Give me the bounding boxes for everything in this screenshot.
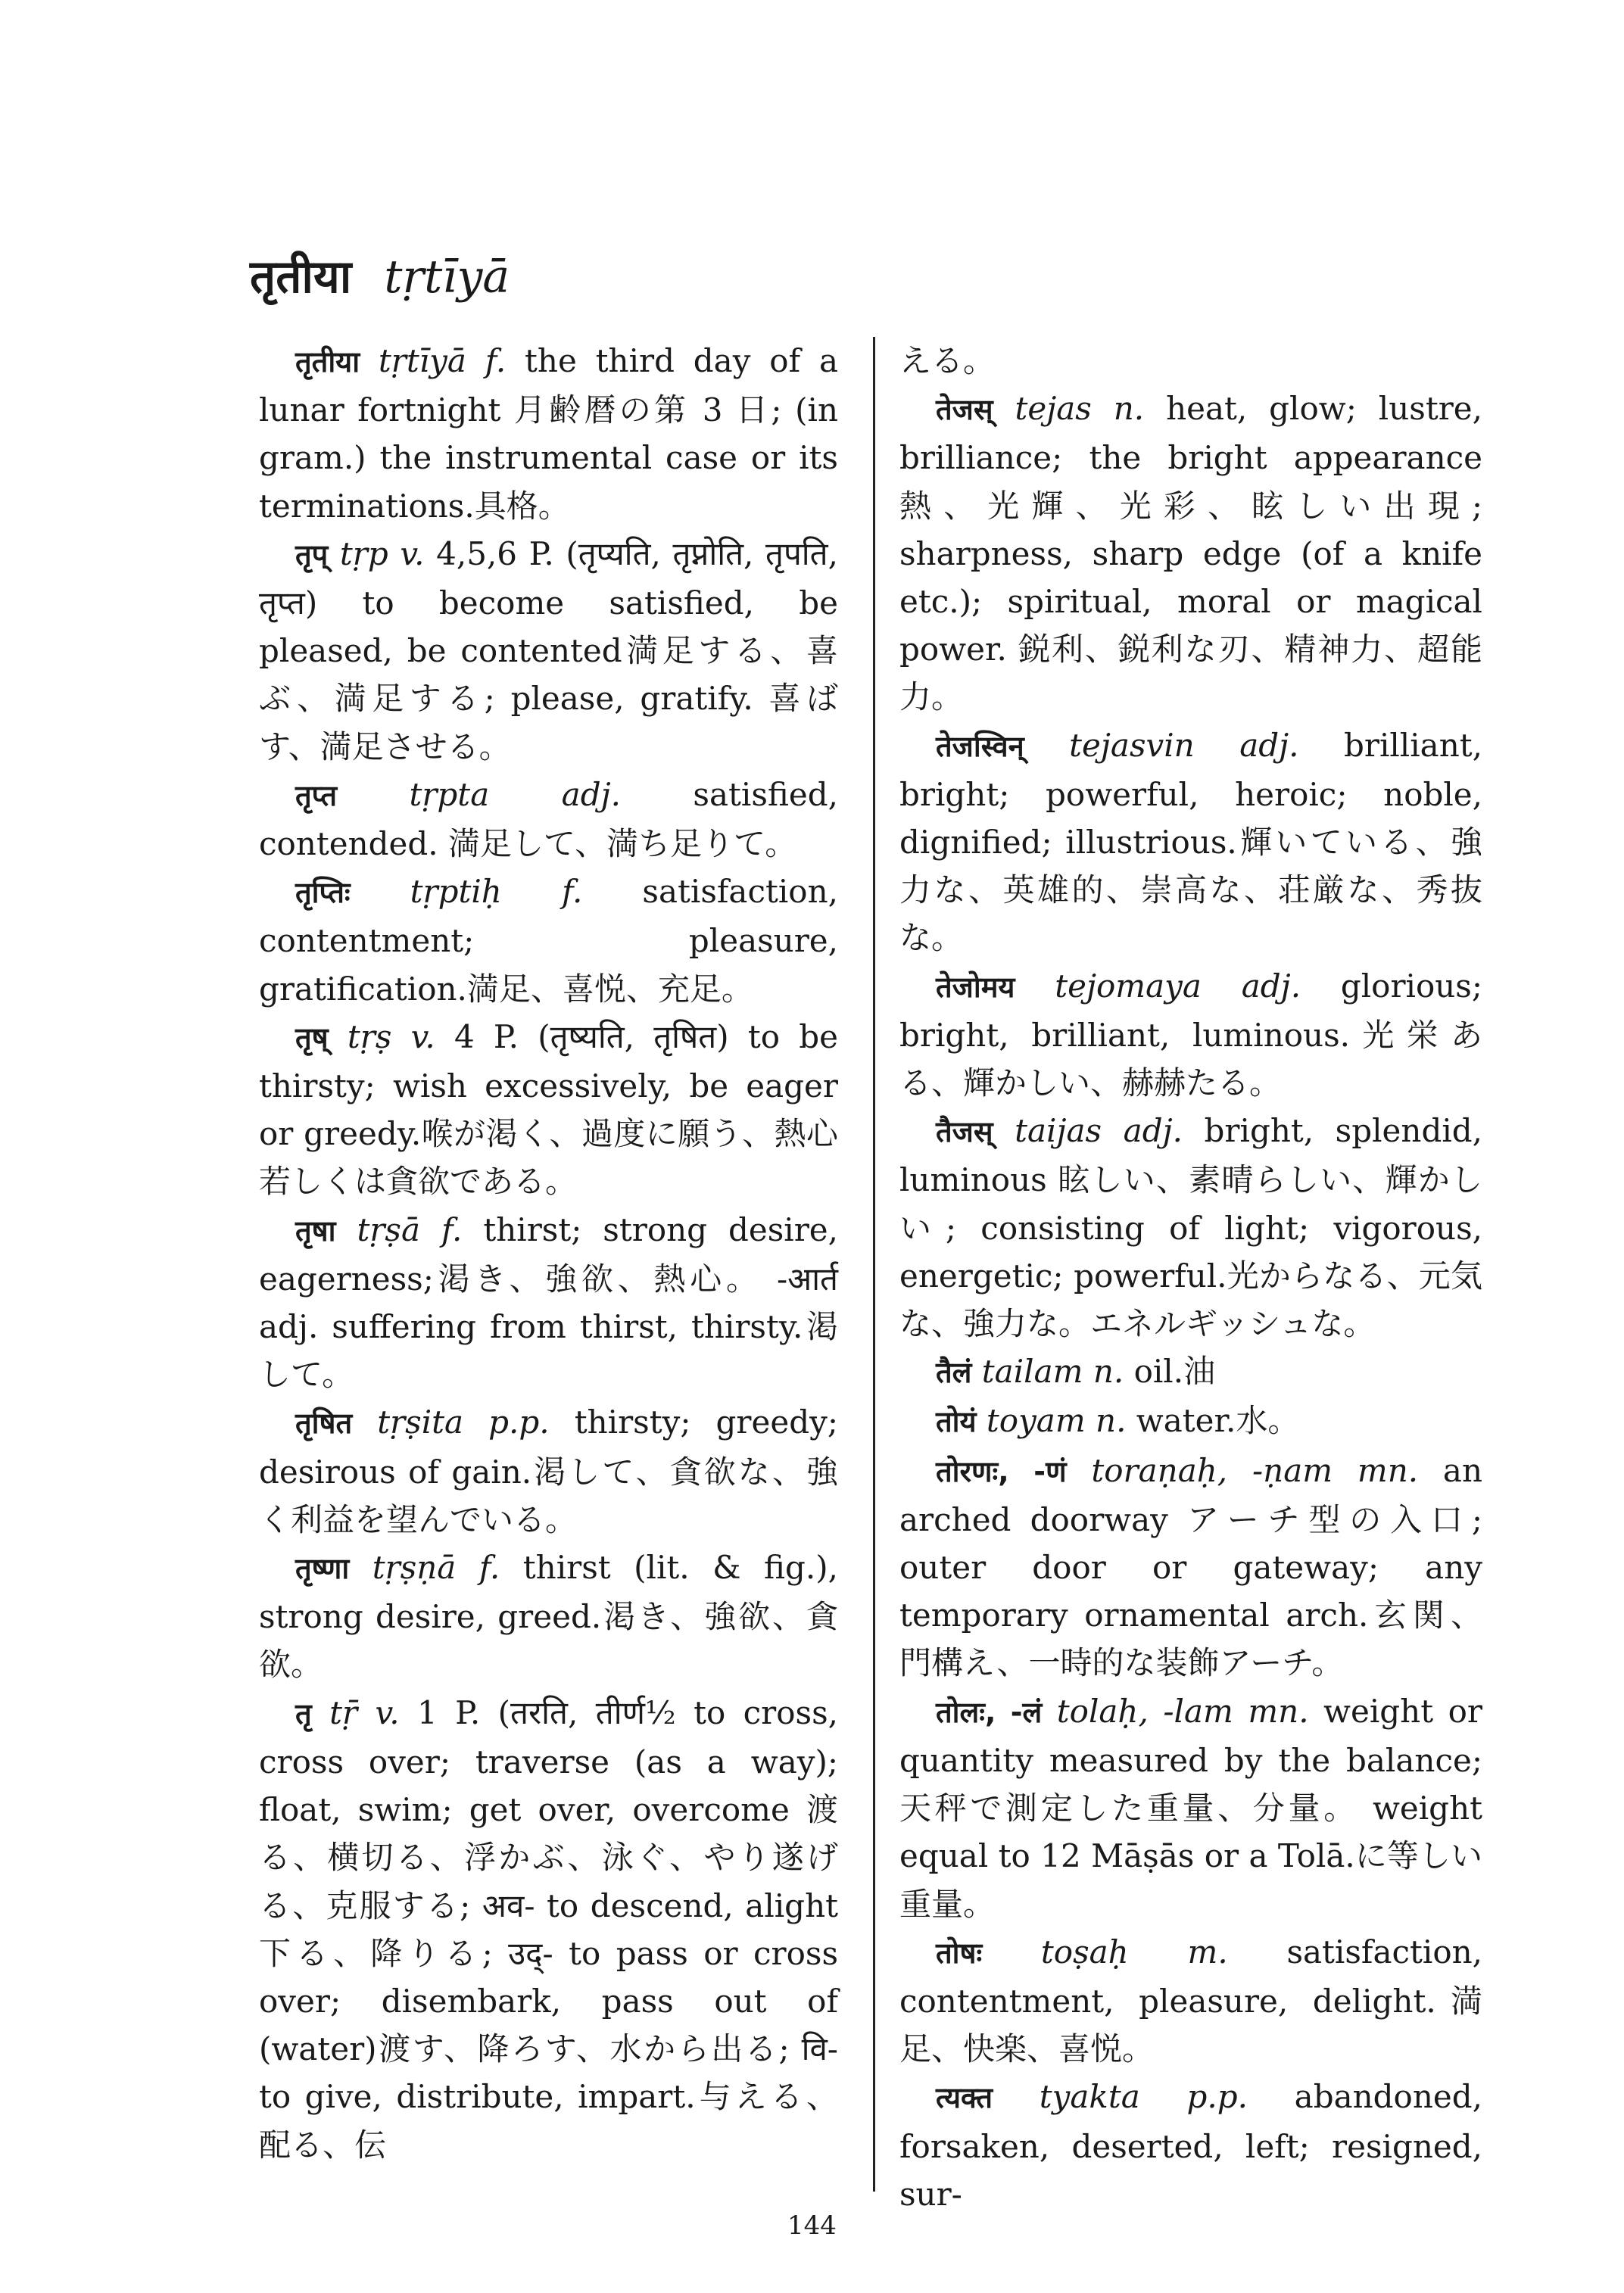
entry-grammar: n. bbox=[1093, 1353, 1124, 1391]
entry-grammar: p.p. bbox=[1186, 2078, 1248, 2116]
entry-definition: brilliant, bright; powerful, heroic; noble, dignified; illustrious.輝いている、強力な、英雄的、崇高な、荘厳な、秀抜な。 bbox=[899, 726, 1482, 957]
dictionary-entry bbox=[259, 868, 838, 1013]
dictionary-entry bbox=[899, 721, 1482, 962]
entry-grammar: adj. bbox=[1123, 1112, 1183, 1150]
entry-headword: तृप्त bbox=[295, 778, 338, 812]
dictionary-entry bbox=[899, 1347, 1482, 1397]
entry-definition: 4,5,6 P. (तृप्यति, तृप्नोति, तृपति, तृप्त) to become satisfied, be pleased, be contented満足する、喜ぶ、満足する; please, gratify. 喜ばす、満足させる。 bbox=[259, 534, 838, 765]
entry-definition: える。 bbox=[899, 342, 996, 379]
entry-definition: abandoned, forsaken, deserted, left; resigned, sur- bbox=[899, 2078, 1482, 2213]
entry-transliteration: toraṇaḥ, -ṇam bbox=[1091, 1451, 1333, 1489]
entry-transliteration: tolaḥ, -lam bbox=[1056, 1692, 1233, 1730]
dictionary-entry bbox=[899, 1397, 1482, 1446]
entry-transliteration: tṛṣ bbox=[347, 1017, 392, 1055]
dictionary-entry bbox=[899, 1447, 1482, 1687]
entry-transliteration: tṛṣā bbox=[357, 1210, 420, 1248]
dictionary-entry bbox=[899, 962, 1482, 1108]
entry-definition: 1 P. (तरति, तीर्ण½ to cross, cross over; traverse (as a way); float, swim; get over, overcome 渡る、横切る、浮かぶ、泳ぐ、やり遂げる、克服する; अव- to descend, alight 下る、降りる; उद्- to pass or cross over; disembark, pass out of (water)渡す、降ろす、水から出る; वि- to give, distribute, impart.与える、配る、伝 bbox=[259, 1693, 838, 2164]
entry-definition: oil.油 bbox=[1124, 1353, 1216, 1391]
entry-grammar: n. bbox=[1096, 1402, 1127, 1440]
entry-definition: thirst (lit. & fig.), strong desire, greed.渇き、強欲、貪欲。 bbox=[259, 1549, 839, 1684]
entry-grammar: f. bbox=[561, 873, 583, 911]
left-column bbox=[259, 337, 838, 2169]
entry-headword: तैलं bbox=[936, 1356, 972, 1390]
entry-headword: तृप् bbox=[295, 537, 329, 572]
entry-headword: तोरणः, -णं bbox=[936, 1454, 1067, 1488]
entry-headword: तोषः bbox=[936, 1936, 983, 1970]
entry-headword: तृष् bbox=[295, 1020, 329, 1055]
entry-headword: तृषा bbox=[295, 1213, 336, 1248]
entry-transliteration: tṛṣita bbox=[377, 1404, 464, 1441]
right-column bbox=[899, 337, 1482, 2218]
entry-transliteration: toṣaḥ bbox=[1040, 1933, 1129, 1971]
entry-definition: heat, glow; lustre, brilliance; the bright appearance 熱、光輝、光彩、眩しい出現; sharpness, sharp edge (of a knife etc.); spiritual, moral or magical power. 鋭利、鋭利な刃、精神力、超能力。 bbox=[899, 390, 1482, 716]
entry-definition: an arched doorway アーチ型の入口; outer door or gateway; any temporary ornamental arch.玄関、門構え、一時的な装飾アーチ。 bbox=[899, 1451, 1482, 1682]
dictionary-entry bbox=[259, 1689, 838, 2169]
entry-definition: the third day of a lunar fortnight 月齢暦の第 3 日; (in gram.) the instrumental case or its terminations.具格。 bbox=[259, 342, 838, 525]
entry-transliteration: taijas bbox=[1015, 1112, 1102, 1150]
entry-grammar: v. bbox=[375, 1693, 400, 1731]
entry-definition: thirsty; greedy; desirous of gain.渇して、貪欲な、強く利益を望んでいる。 bbox=[259, 1404, 838, 1538]
entry-transliteration: tṛṣṇā bbox=[372, 1549, 457, 1587]
entry-grammar: adj. bbox=[1239, 726, 1299, 764]
dictionary-entry bbox=[899, 385, 1482, 721]
entry-grammar: p.p. bbox=[488, 1404, 550, 1441]
entry-grammar: v. bbox=[410, 1017, 435, 1055]
entry-grammar: mn. bbox=[1248, 1692, 1309, 1730]
entry-grammar: adj. bbox=[561, 775, 621, 813]
entry-grammar: f. bbox=[478, 1549, 500, 1587]
entry-definition: glorious; bright, brilliant, luminous.光栄ある、輝かしい、赫赫たる。 bbox=[899, 967, 1482, 1102]
entry-grammar: v. bbox=[400, 534, 425, 572]
header-transliteration: tṛtīyā bbox=[384, 251, 510, 304]
entry-headword: तोलः, -लं bbox=[936, 1695, 1043, 1729]
entry-headword: तृषित bbox=[295, 1407, 353, 1441]
dictionary-entry bbox=[259, 1544, 838, 1689]
entry-transliteration: tejomaya bbox=[1055, 967, 1202, 1005]
entry-definition: satisfaction, contentment, pleasure, delight.満足、快楽、喜悦。 bbox=[899, 1933, 1483, 2068]
entry-definition: 4 P. (तृष्यति, तृषित) to be thirsty; wish excessively, be eager or greedy.喉が渇く、過度に願う、熱心若しくは貪欲である。 bbox=[259, 1017, 838, 1201]
dictionary-entry bbox=[259, 1013, 838, 1206]
entry-headword: तृ bbox=[295, 1696, 312, 1731]
entry-transliteration: tṝ bbox=[329, 1693, 358, 1731]
entry-headword: तेजस् bbox=[936, 393, 993, 427]
dictionary-entry bbox=[259, 337, 838, 530]
dictionary-entry bbox=[899, 2073, 1482, 2218]
entry-definition: water.水。 bbox=[1126, 1402, 1300, 1440]
column-divider bbox=[873, 337, 875, 2192]
dictionary-entry bbox=[259, 1398, 838, 1544]
entry-grammar: f. bbox=[441, 1210, 463, 1248]
entry-headword: त्यक्त bbox=[936, 2081, 993, 2115]
entry-headword: तृष्णा bbox=[295, 1552, 350, 1586]
entry-transliteration: tejas bbox=[1015, 390, 1092, 428]
dictionary-entry bbox=[899, 337, 1482, 385]
entry-definition: weight or quantity measured by the balance; 天秤で測定した重量、分量。 weight equal to 12 Māṣās or a Tolā.に等しい重量。 bbox=[899, 1692, 1482, 1923]
dictionary-entry bbox=[259, 771, 838, 868]
header-headword: तृतीया bbox=[250, 251, 352, 304]
entry-transliteration: toyam bbox=[986, 1402, 1086, 1440]
entry-definition: satisfaction, contentment; pleasure, gratification.満足、喜悦、充足。 bbox=[259, 873, 838, 1008]
entry-headword: तेजस्विन् bbox=[936, 729, 1024, 763]
entry-transliteration: tṛtīyā bbox=[378, 342, 466, 379]
entry-grammar: m. bbox=[1187, 1933, 1228, 1971]
entry-transliteration: tyakta bbox=[1039, 2078, 1140, 2116]
dictionary-entry bbox=[899, 1687, 1482, 1928]
entry-transliteration: tailam bbox=[981, 1353, 1083, 1391]
dictionary-entry bbox=[259, 1206, 838, 1399]
entry-headword: तृतीया bbox=[295, 345, 360, 379]
entry-transliteration: tṛp bbox=[339, 534, 388, 572]
entry-headword: तृप्तिः bbox=[295, 876, 351, 910]
dictionary-entry bbox=[899, 1928, 1482, 2073]
entry-headword: तोयं bbox=[936, 1405, 977, 1439]
entry-definition: thirst; strong desire, eagerness;渇き、強欲、熱心。 -आर्त adj. suffering from thirst, thirsty.渇して。 bbox=[259, 1210, 839, 1394]
entry-grammar: adj. bbox=[1241, 967, 1301, 1005]
page-number: 144 bbox=[787, 2210, 837, 2241]
dictionary-entry bbox=[899, 1107, 1482, 1347]
entry-grammar: n. bbox=[1113, 390, 1145, 428]
entry-grammar: mn. bbox=[1357, 1451, 1419, 1489]
entry-transliteration: tṛptiḥ bbox=[410, 873, 502, 911]
dictionary-entry bbox=[259, 530, 838, 771]
entry-definition: bright, splendid, luminous 眩しい、素晴らしい、輝かしい; consisting of light; vigorous, energetic; powerful.光からなる、元気な、強力な。エネルギッシュな。 bbox=[899, 1112, 1483, 1343]
entry-transliteration: tejasvin bbox=[1069, 726, 1195, 764]
page-header bbox=[250, 250, 510, 304]
entry-transliteration: tṛpta bbox=[409, 775, 490, 813]
entry-headword: तेजोमय bbox=[936, 970, 1015, 1004]
entry-grammar: f. bbox=[485, 342, 507, 379]
entry-headword: तैजस् bbox=[936, 1115, 993, 1149]
entry-definition: satisfied, contended. 満足して、満ち足りて。 bbox=[259, 775, 838, 863]
